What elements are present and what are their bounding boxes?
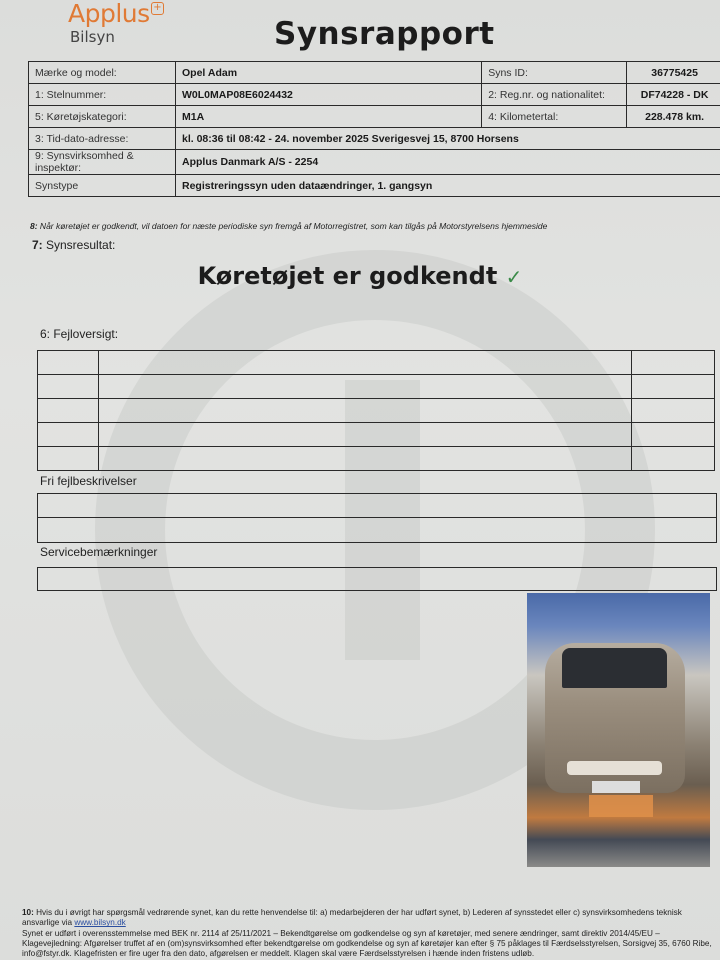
service-remarks-box — [37, 567, 717, 591]
service-remarks-label: Servicebemærkninger — [40, 545, 158, 559]
make-model-label: Mærke og model: — [29, 62, 176, 84]
footer-complaint: Klagevejledning: Afgørelser truffet af en (om)synsvirksomhed efter bekendtgørelse om godkendelse og syn af køretøjer kan efter § 75 påklages til Færdselsstyrelsen, Sorsigvej 35, 6760 Ribe, info@fstyr.dk. Klagefristen er fire uger fra den dato, afgørelsen er meddelt. Klagen skal være Færdselsstyrelsen i hænde inden fristens udløb. — [22, 938, 712, 959]
reg-value: DF74228 - DK — [627, 84, 720, 106]
logo-brand: Applus — [68, 0, 150, 28]
car-grille — [567, 761, 662, 775]
inspector-label: 9: Synsvirksomhed & inspektør: — [29, 150, 176, 175]
fault-row — [38, 399, 715, 423]
category-label: 5: Køretøjskategori: — [29, 106, 176, 128]
faults-label: 6: Fejloversigt: — [40, 327, 119, 341]
syns-id-label: Syns ID: — [482, 62, 627, 84]
inspector-value: Applus Danmark A/S - 2254 — [176, 150, 720, 175]
fault-row — [38, 447, 715, 471]
faults-table — [37, 350, 715, 471]
vehicle-photo — [527, 593, 710, 867]
bilsyn-link[interactable]: www.bilsyn.dk — [74, 918, 126, 928]
km-label: 4: Kilometertal: — [482, 106, 627, 128]
make-model-value: Opel Adam — [176, 62, 482, 84]
footer-contact — [22, 908, 717, 929]
applus-logo — [68, 0, 164, 46]
type-value: Registreringssyn uden dataændringer, 1. gangsyn — [176, 175, 720, 197]
free-description-box-2 — [37, 517, 717, 543]
plus-icon: + — [151, 2, 164, 15]
time-value: kl. 08:36 til 08:42 - 24. november 2025 Sverigesvej 15, 8700 Horsens — [176, 128, 720, 150]
category-value: M1A — [176, 106, 482, 128]
note-text: Når køretøjet er godkendt, vil datoen for næste periodiske syn fremgå af Motorregistret, som kan tilgås på Motorstyrelsens hjemmeside — [37, 221, 548, 231]
result-section-label — [32, 238, 115, 252]
result-label: Synsresultat: — [42, 238, 116, 252]
next-inspection-note — [30, 221, 547, 231]
footer-notes — [22, 908, 717, 959]
footer-contact-text: Hvis du i øvrigt har spørgsmål vedrørende synet, kan du rette henvendelse til: a) medarbejderen der har udført synet, b) Lederen af synsstedet eller c) synsvirksomhedens teknisk ansvarlige via — [22, 908, 682, 928]
car-plate — [592, 781, 640, 793]
type-label: Synstype — [29, 175, 176, 197]
fault-row — [38, 423, 715, 447]
result-number: 7: — [32, 238, 43, 252]
reg-label: 2: Reg.nr. og nationalitet: — [482, 84, 627, 106]
vehicle-info-table — [28, 61, 720, 197]
footer-number: 10: — [22, 908, 34, 917]
vin-value: W0L0MAP08E6024432 — [176, 84, 482, 106]
syns-id-value: 36775425 — [627, 62, 720, 84]
result-status — [0, 262, 720, 290]
car-windshield — [562, 648, 667, 688]
page-title: Synsrapport — [274, 16, 495, 52]
free-description-label: Fri fejlbeskrivelser — [40, 474, 137, 488]
note-number: 8: — [30, 221, 38, 231]
brake-tester-light — [589, 795, 653, 817]
footer-legal: Synet er udført i overensstemmelse med BEK nr. 2114 af 25/11/2021 – Bekendtgørelse om godkendelse og syn af køretøjer, med senere ændringer, samt direktiv 2014/45/EU – — [22, 928, 660, 938]
fault-row — [38, 351, 715, 375]
check-icon: ✓ — [505, 265, 523, 289]
result-text: Køretøjet er godkendt — [197, 262, 498, 290]
logo-subtitle: Bilsyn — [70, 28, 115, 46]
fault-row — [38, 375, 715, 399]
free-description-box-1 — [37, 493, 717, 518]
km-value: 228.478 km. — [627, 106, 720, 128]
time-label: 3: Tid-dato-adresse: — [29, 128, 176, 150]
vin-label: 1: Stelnummer: — [29, 84, 176, 106]
